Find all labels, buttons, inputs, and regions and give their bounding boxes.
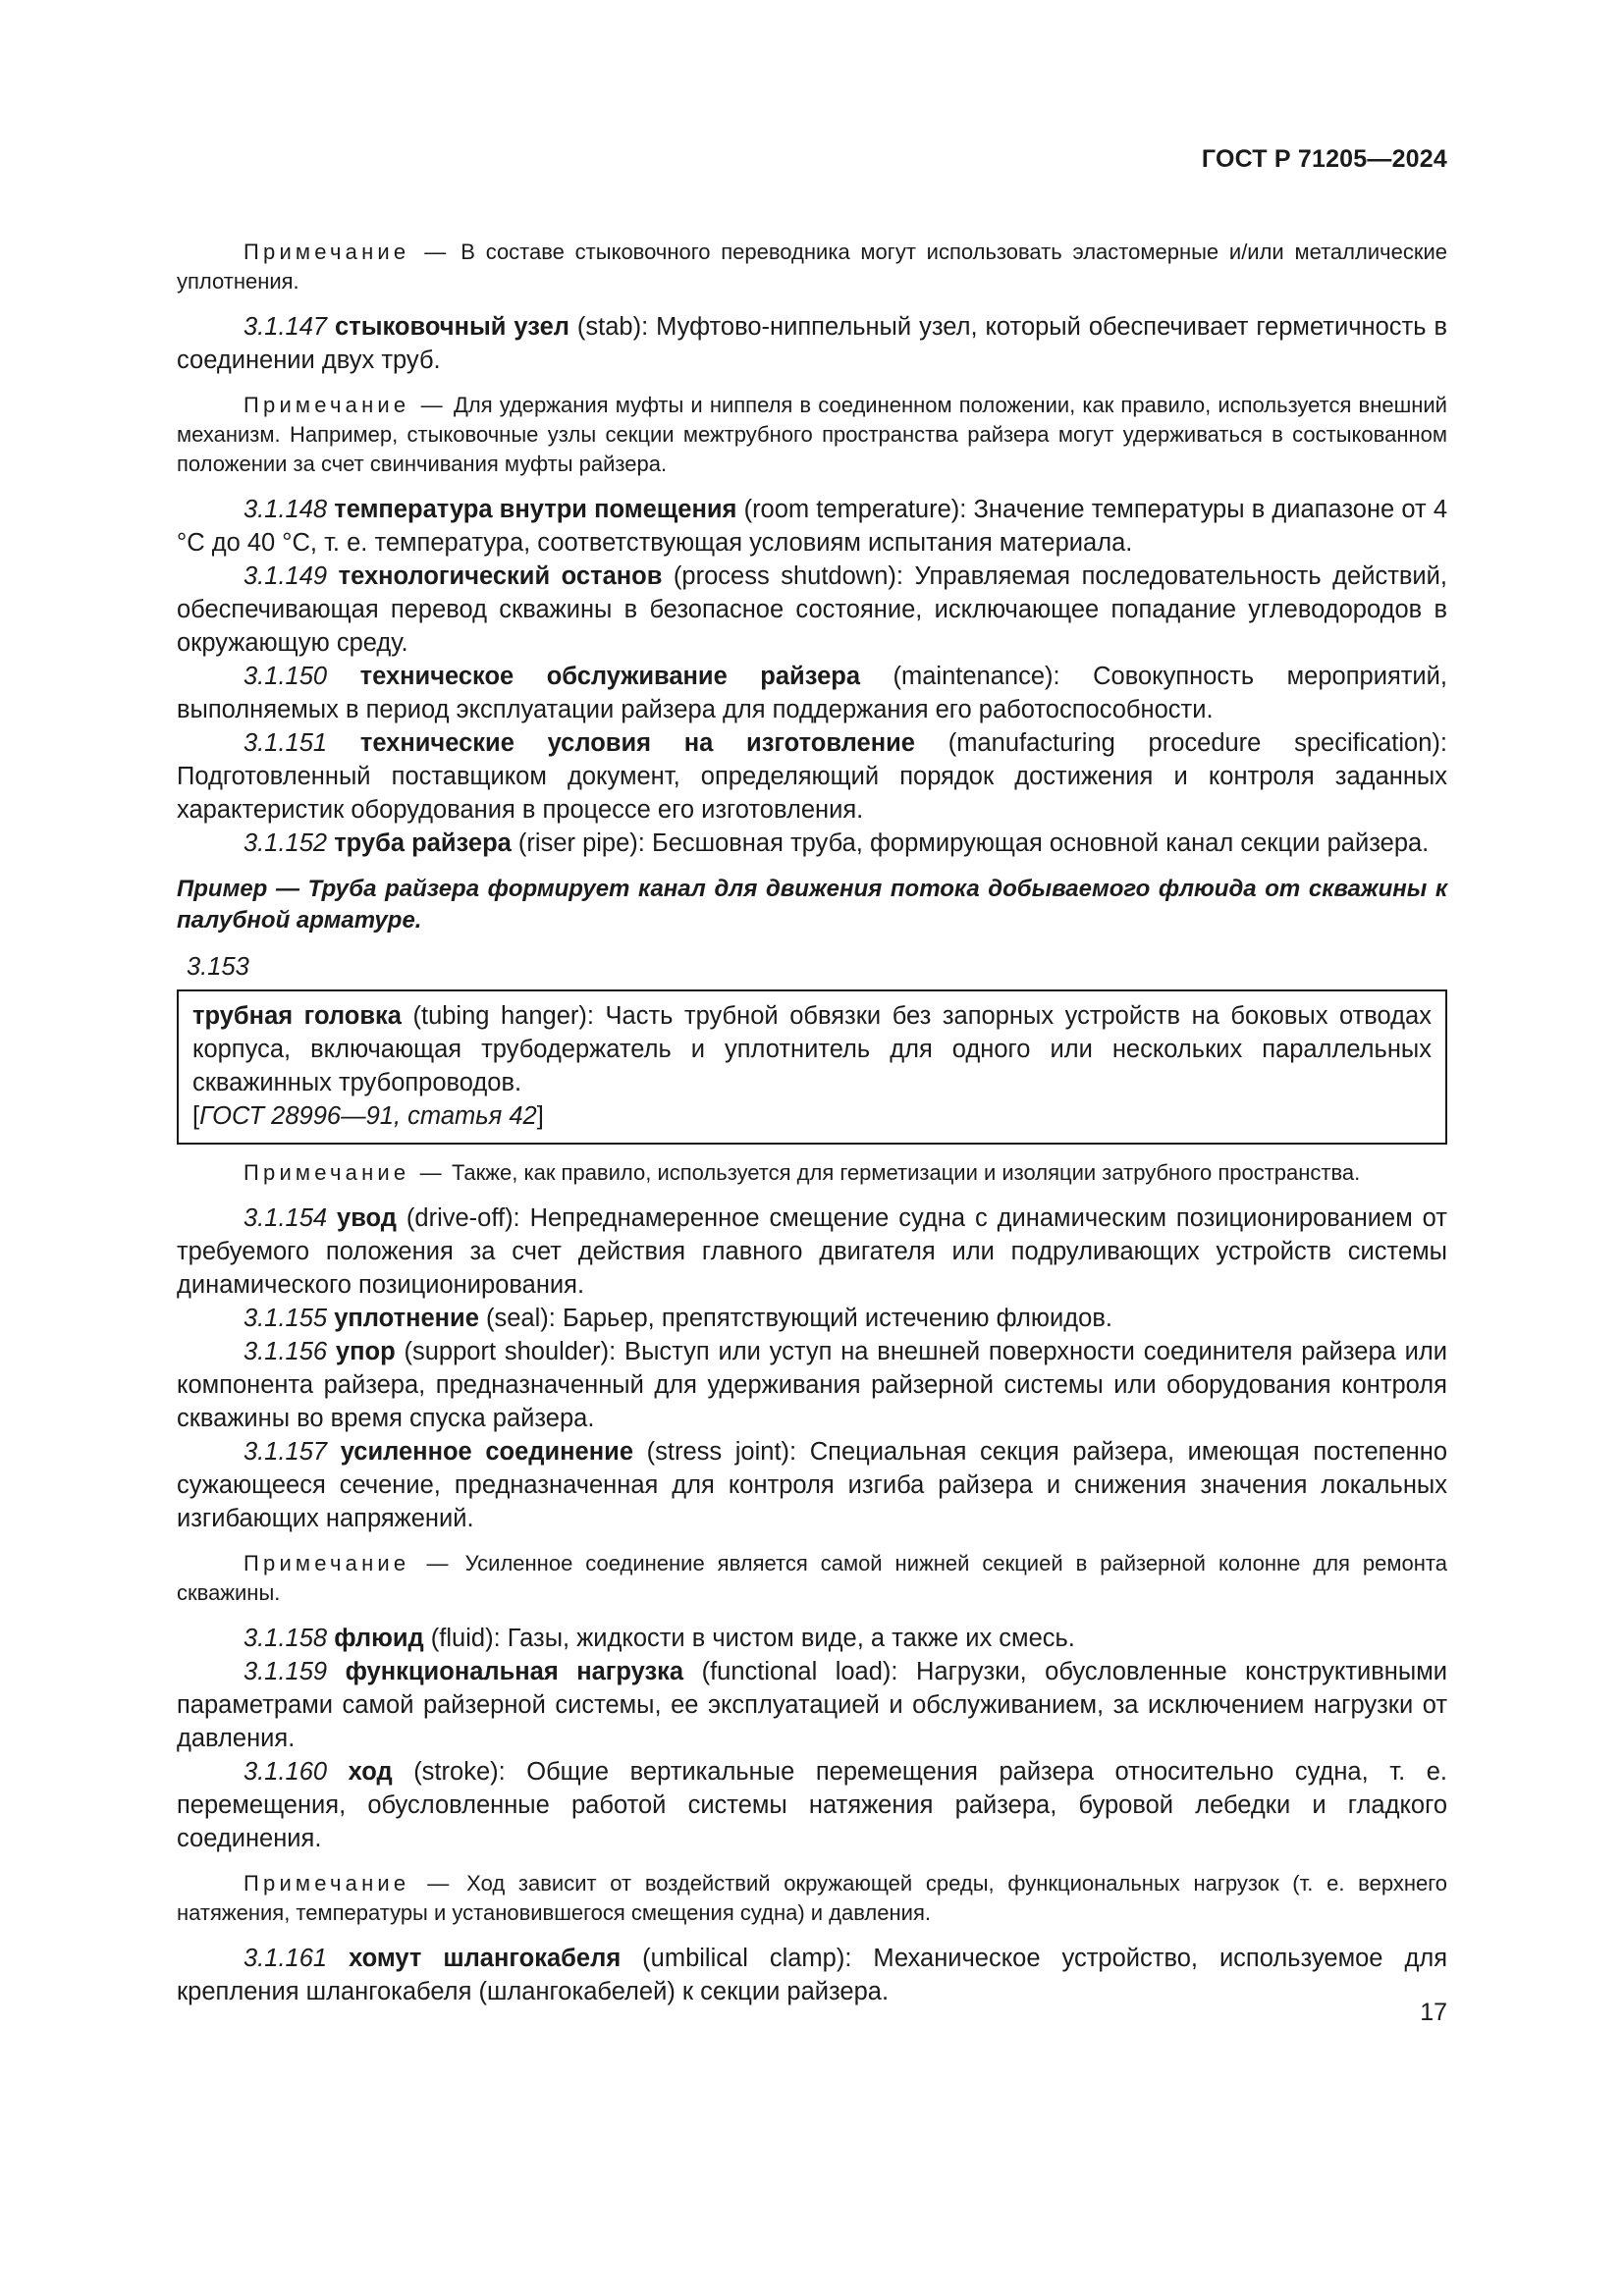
term-entry-3-153 <box>192 999 1432 1099</box>
note-label: Примечание — <box>244 1551 453 1575</box>
term-definition: (stress joint): Специальная секция райзера, имеющая постепенно сужающееся сечение, предназначенная для контроля изгиба райзера и снижения значения локальных изгибающих напряжений. <box>177 1438 1447 1532</box>
term-definition: (drive-off): Непреднамеренное смещение судна с динамическим позиционированием от требуемого положения за счет действия главного двигателя или подруливающих устройств системы динамического позиционирования. <box>177 1204 1447 1299</box>
note-label: Примечание — <box>244 240 451 264</box>
term-name: упор <box>335 1338 396 1365</box>
term-entry-3-1-159 <box>177 1655 1447 1755</box>
note-label: Примечание — <box>244 393 447 417</box>
term-number: 3.1.156 <box>244 1338 328 1365</box>
page-number: 17 <box>1420 1999 1447 2026</box>
term-name: уплотнение <box>334 1305 479 1332</box>
note-text: Усиленное соединение является самой нижней секцией в райзерной колонне для ремонта скважины. <box>177 1551 1447 1605</box>
term-number: 3.1.160 <box>244 1758 328 1786</box>
term-name: технологический останов <box>338 562 663 590</box>
term-name: трубная головка <box>192 1002 402 1030</box>
note <box>177 1158 1447 1188</box>
term-definition: (functional load): Нагрузки, обусловленные конструктивными параметрами самой райзерной системы, ее эксплуатацией и обслуживанием, за исключением нагрузки от давления. <box>177 1658 1447 1752</box>
term-name: увод <box>337 1204 397 1232</box>
term-entry-3-1-160 <box>177 1755 1447 1855</box>
term-definition: (support shoulder): Выступ или уступ на внешней поверхности соединителя райзера или компонента райзера, предназначенный для удерживания райзерной системы или оборудования контроля скважины во время спуска райзера. <box>177 1338 1447 1432</box>
term-entry-3-1-161 <box>177 1942 1447 2008</box>
note <box>177 391 1447 479</box>
term-definition: (stroke): Общие вертикальные перемещения райзера относительно судна, т. е. перемещения, обусловленные работой системы натяжения райзера, буровой лебедки и гладкого соединения. <box>177 1758 1448 1852</box>
term-number: 3.1.159 <box>244 1658 328 1685</box>
term-name: усиленное соединение <box>340 1438 634 1466</box>
term-name: температура внутри помещения <box>334 496 737 523</box>
term-entry-3-1-158 <box>177 1622 1447 1655</box>
term-definition: (fluid): Газы, жидкости в чистом виде, а также их смесь. <box>423 1625 1075 1652</box>
term-entry-3-1-150 <box>177 660 1447 726</box>
term-entry-3-1-148 <box>177 493 1447 560</box>
term-entry-3-1-149 <box>177 560 1447 660</box>
term-definition: (room temperature): Значение температуры в диапазоне от 4 °C до 40 °C, т. е. температура, соответствующая условиям испытания материала. <box>177 496 1447 557</box>
note <box>177 1549 1447 1608</box>
boxed-term-definition <box>177 989 1447 1145</box>
note-text: Ход зависит от воздействий окружающей среды, функциональных нагрузок (т. е. верхнего натяжения, температуры и установившегося смещения судна) и давления. <box>177 1871 1447 1925</box>
document-body <box>177 224 1447 2008</box>
term-name: хомут шлангокабеля <box>349 1945 622 1972</box>
term-number: 3.1.158 <box>244 1625 328 1652</box>
term-number: 3.1.161 <box>244 1945 328 1972</box>
term-definition: (manufacturing procedure specification): Подготовленный поставщиком документ, определяющий порядок достижения и контроля заданных характеристик оборудования в процессе его изготовления. <box>177 729 1447 824</box>
example: Пример — Труба райзера формирует канал для движения потока добываемого флюида от скважины к палубной арматуре. <box>177 876 1447 934</box>
term-entry-3-1-147 <box>177 310 1447 377</box>
term-source: [ГОСТ 28996—91, статья 42] <box>192 1102 544 1130</box>
term-definition: (umbilical clamp): Механическое устройство, используемое для крепления шлангокабеля (шлангокабелей) к секции райзера. <box>177 1945 1448 2005</box>
note <box>177 1869 1447 1928</box>
term-source-reference: ГОСТ 28996—91, статья 42 <box>199 1102 537 1130</box>
term-name: флюид <box>334 1625 424 1652</box>
note <box>177 238 1447 296</box>
term-name: технические условия на изготовление <box>359 729 915 757</box>
term-definition: (riser pipe): Бесшовная труба, формирующая основной канал секции райзера. <box>511 829 1430 857</box>
term-entry-3-1-152 <box>177 827 1447 860</box>
note-text: Для удержания муфты и ниппеля в соединенном положении, как правило, используется внешний механизм. Например, стыковочные узлы секции межтрубного пространства райзера могут удерживаться в состыкованном положении за счет свинчивания муфты райзера. <box>177 393 1447 476</box>
term-number: 3.1.154 <box>244 1204 328 1232</box>
term-number: 3.1.151 <box>244 729 328 757</box>
term-number: 3.1.147 <box>244 313 328 341</box>
term-number: 3.1.149 <box>244 562 328 590</box>
term-definition: (maintenance): Совокупность мероприятий, выполняемых в период эксплуатации райзера для поддержания его работоспособности. <box>177 663 1448 723</box>
term-definition: (seal): Барьер, препятствующий истечению флюидов. <box>478 1305 1112 1332</box>
term-definition: (tubing hanger): Часть трубной обвязки без запорных устройств на боковых отводах корпуса, включающая трубодержатель и уплотнитель для одного или нескольких параллельных скважинных трубопроводов. <box>192 1002 1432 1096</box>
term-entry-3-1-155 <box>177 1302 1447 1335</box>
term-entry-3-1-151 <box>177 726 1447 827</box>
term-definition: (process shutdown): Управляемая последовательность действий, обеспечивающая перевод скважины в безопасное состояние, исключающее попадание углеводородов в окружающую среду. <box>177 562 1447 657</box>
term-number: 3.1.155 <box>244 1305 328 1332</box>
term-name: ход <box>348 1758 393 1786</box>
term-entry-3-1-156 <box>177 1335 1447 1435</box>
note-text: Также, как правило, используется для герметизации и изоляции затрубного пространства. <box>451 1160 1361 1185</box>
term-entry-3-1-154 <box>177 1201 1447 1302</box>
term-number: 3.1.157 <box>244 1438 328 1466</box>
term-name: техническое обслуживание райзера <box>359 663 861 690</box>
term-name: функциональная нагрузка <box>345 1658 684 1685</box>
note-label: Примечание — <box>244 1160 446 1185</box>
term-definition: (stab): Муфтово-ниппельный узел, который обеспечивает герметичность в соединении двух труб. <box>177 313 1447 374</box>
reference-term-number: 3.153 <box>187 953 249 981</box>
note-label: Примечание — <box>244 1871 454 1896</box>
term-name: труба райзера <box>334 829 512 857</box>
term-number: 3.1.148 <box>244 496 328 523</box>
term-number: 3.1.152 <box>244 829 328 857</box>
term-name: стыковочный узел <box>335 313 569 341</box>
term-number: 3.1.150 <box>244 663 328 690</box>
document-code: ГОСТ Р 71205—2024 <box>1201 145 1447 173</box>
note-text: В составе стыковочного переводника могут использовать эластомерные и/или металлические уплотнения. <box>177 240 1447 294</box>
term-entry-3-1-157 <box>177 1435 1447 1535</box>
